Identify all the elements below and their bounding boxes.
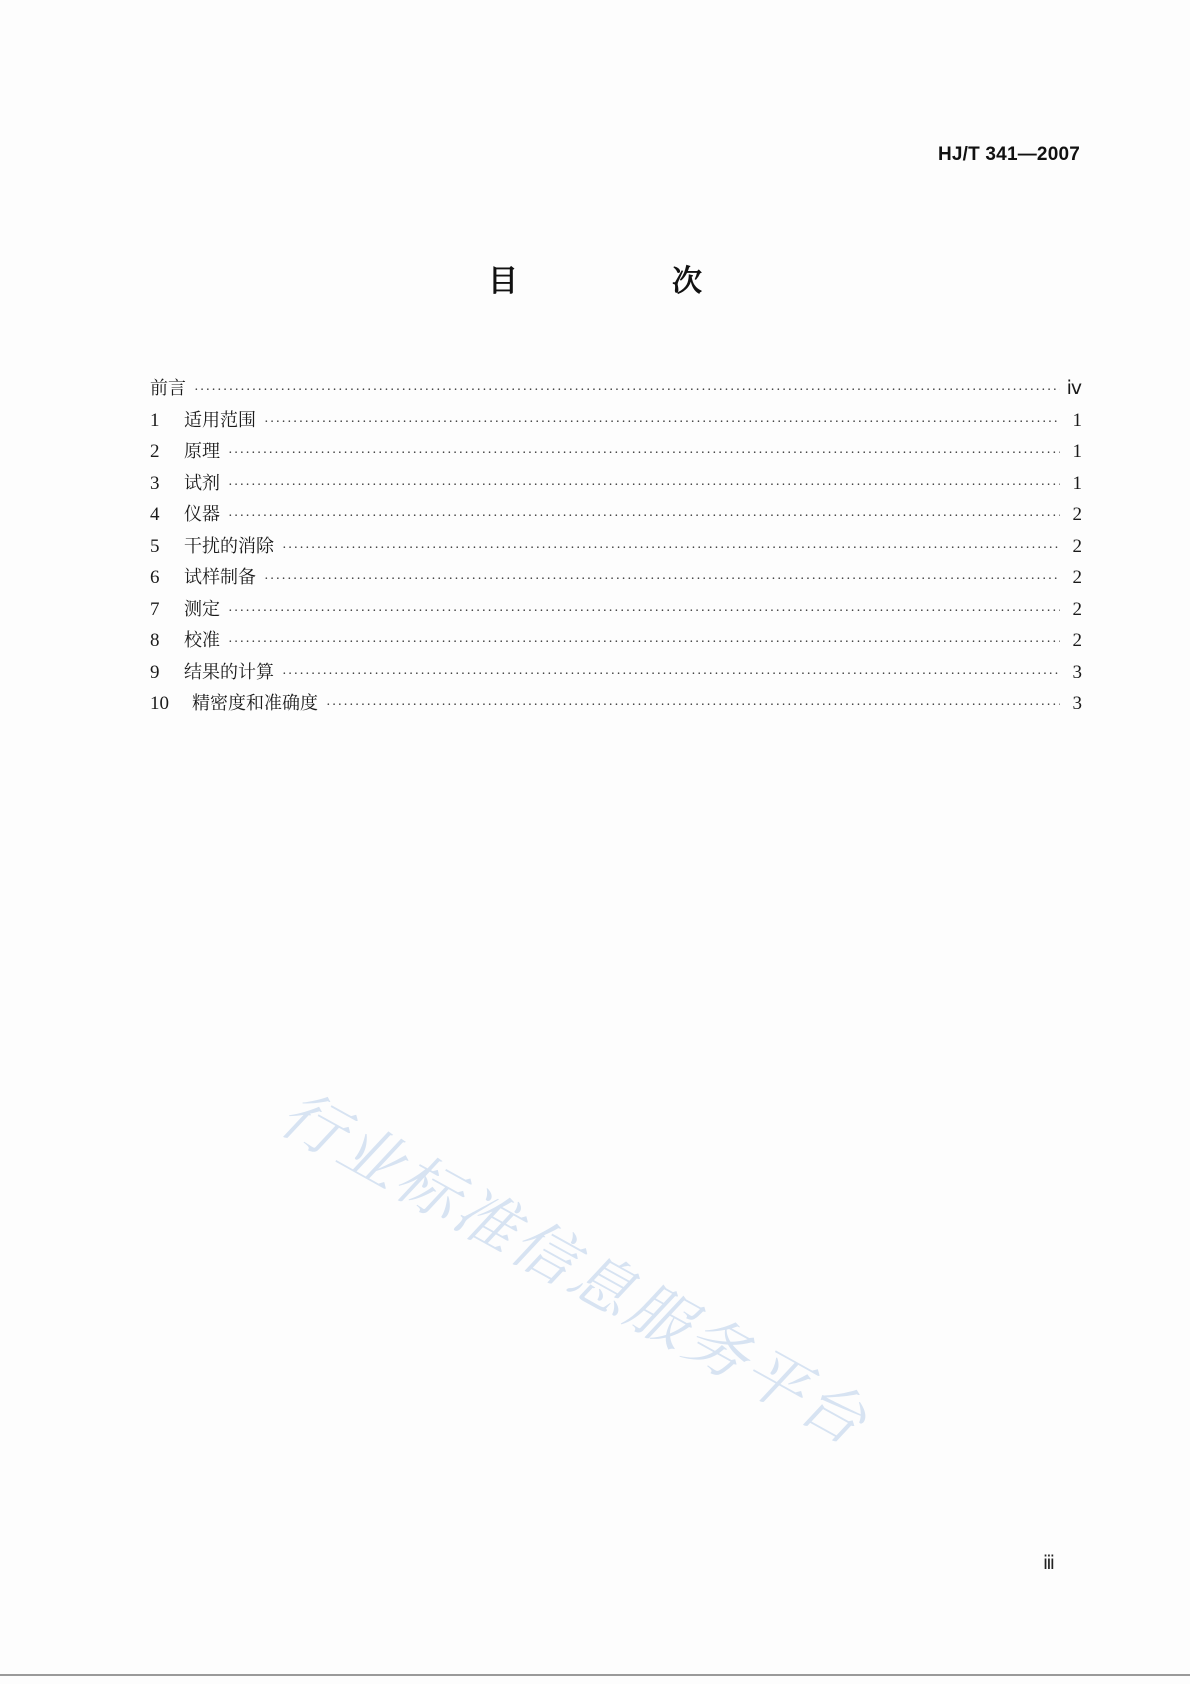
toc-entry-10[interactable] — [150, 688, 1082, 720]
toc-entry-label: 测定 — [184, 598, 220, 620]
toc-entry-number: 2 — [150, 441, 160, 462]
toc-leader-dots — [282, 533, 1060, 565]
toc-entry-page: ⅳ — [1066, 378, 1082, 399]
toc-entry-number: 8 — [150, 630, 160, 651]
toc-leader-dots — [228, 596, 1060, 628]
toc-entry-label: 干扰的消除 — [184, 535, 274, 557]
toc-entry-page: 3 — [1072, 661, 1082, 683]
toc-entry-page: 3 — [1072, 693, 1082, 714]
toc-entry-7[interactable] — [150, 594, 1082, 626]
toc-entry-2[interactable] — [150, 436, 1082, 468]
toc-entry-number: 1 — [150, 409, 160, 431]
toc-entry-label: 精密度和准确度 — [192, 693, 318, 714]
standard-code: HJ/T 341—2007 — [937, 144, 1080, 165]
toc-entry-page: 1 — [1072, 409, 1082, 431]
scan-bottom-edge — [0, 1674, 1190, 1676]
toc-entry-4[interactable] — [150, 499, 1082, 531]
toc-entry-8[interactable] — [150, 625, 1082, 657]
toc-leader-dots — [228, 627, 1060, 659]
toc-entry-page: 2 — [1072, 504, 1082, 525]
toc-entry-1[interactable] — [150, 405, 1082, 437]
toc-entry-preface[interactable] — [150, 373, 1082, 405]
toc-entry-label: 结果的计算 — [184, 661, 274, 683]
toc-entry-number: 4 — [150, 504, 160, 525]
toc-entry-page: 1 — [1072, 441, 1082, 462]
toc-entry-6[interactable] — [150, 562, 1082, 594]
toc-entry-page: 2 — [1072, 535, 1082, 557]
toc-leader-dots — [228, 470, 1060, 502]
toc-leader-dots — [264, 564, 1060, 596]
toc-entry-number: 10 — [150, 693, 169, 714]
toc-entry-page: 2 — [1072, 630, 1082, 651]
toc-leader-dots — [282, 659, 1060, 691]
toc-entry-page: 2 — [1072, 567, 1082, 588]
toc-entry-page: 2 — [1072, 598, 1082, 620]
toc-leader-dots — [326, 690, 1060, 722]
page-number: ⅲ — [1042, 1553, 1055, 1574]
toc-entry-number: 9 — [150, 661, 160, 683]
toc-entry-label: 仪器 — [184, 504, 220, 525]
toc-leader-dots — [228, 501, 1060, 533]
toc-entry-label: 试剂 — [184, 472, 220, 494]
toc-entry-label: 试样制备 — [184, 567, 256, 588]
toc-entry-number: 6 — [150, 567, 160, 588]
toc-leader-dots — [228, 438, 1060, 470]
toc-entry-page: 1 — [1072, 472, 1082, 494]
toc-entry-number: 5 — [150, 535, 160, 557]
toc-entry-number: 3 — [150, 472, 160, 494]
watermark: 行业标准信息服务平台 — [268, 1076, 881, 1461]
toc-entry-label: 前言 — [150, 378, 186, 399]
page-title: 目 次 — [488, 264, 764, 299]
toc-entry-label: 适用范围 — [184, 409, 256, 431]
toc-leader-dots — [194, 375, 1060, 407]
toc-entry-label: 校准 — [184, 630, 220, 651]
table-of-contents — [150, 373, 1082, 720]
toc-entry-9[interactable] — [150, 657, 1082, 689]
toc-entry-3[interactable] — [150, 468, 1082, 500]
toc-entry-label: 原理 — [184, 441, 220, 462]
toc-entry-number: 7 — [150, 598, 160, 620]
toc-leader-dots — [264, 407, 1060, 439]
toc-entry-5[interactable] — [150, 531, 1082, 563]
